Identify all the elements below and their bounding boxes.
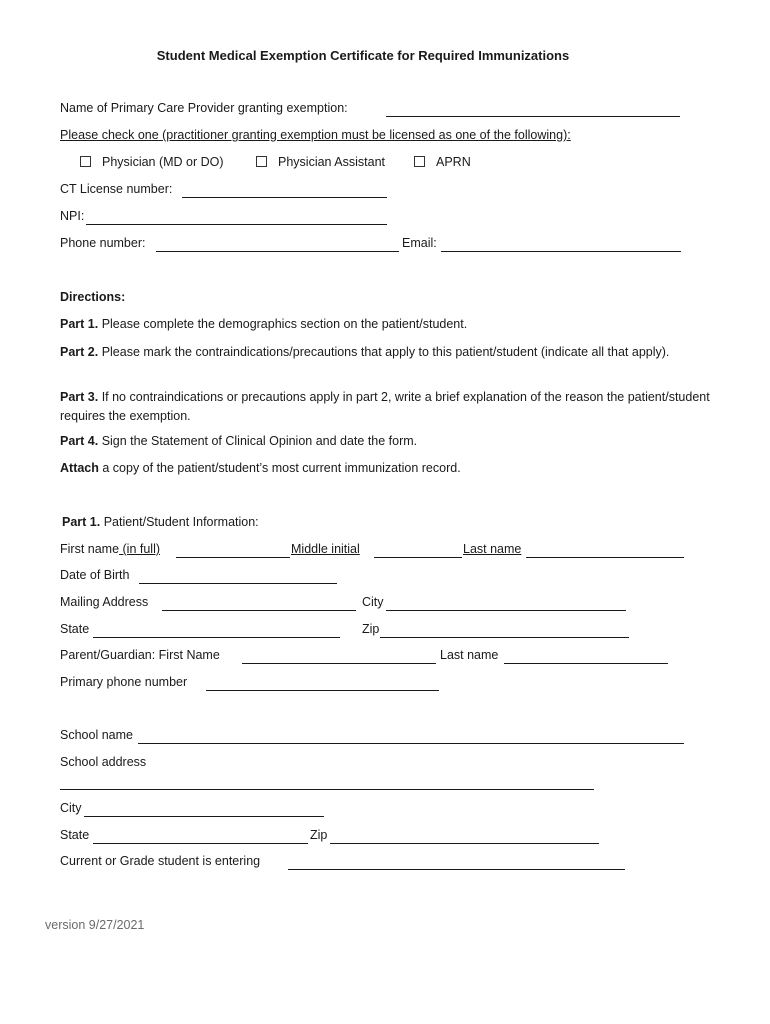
direction-attach-text: a copy of the patient/student’s most current immunization record.	[98, 461, 461, 475]
physician-assistant-checkbox[interactable]	[256, 156, 267, 167]
aprn-label: APRN	[436, 155, 471, 169]
phone-field[interactable]	[156, 251, 399, 252]
direction-part1-text: Please complete the demographics section on the patient/student.	[98, 317, 468, 331]
form-title: Student Medical Exemption Certificate for Required Immunizations	[156, 48, 570, 63]
grade-label: Current or Grade student is entering	[60, 854, 261, 868]
school-state-label: State	[60, 828, 90, 842]
primary-phone-field[interactable]	[206, 690, 439, 691]
first-name-text: First name	[60, 542, 120, 556]
state-label: State	[60, 622, 90, 636]
option-aprn[interactable]	[414, 155, 471, 169]
provider-name-field[interactable]	[386, 116, 680, 117]
direction-part3-lead: Part 3.	[60, 390, 99, 404]
guardian-last-label: Last name	[440, 648, 499, 662]
direction-part1	[60, 317, 467, 331]
guardian-first-label: Parent/Guardian: First Name	[60, 648, 220, 662]
school-city-field[interactable]	[84, 816, 324, 817]
school-state-field[interactable]	[93, 843, 308, 844]
physician-checkbox[interactable]	[80, 156, 91, 167]
first-name-field[interactable]	[176, 557, 290, 558]
part1-heading-text: Patient/Student Information:	[100, 515, 259, 529]
part1-heading-lead: Part 1.	[62, 515, 101, 529]
license-field[interactable]	[182, 197, 387, 198]
option-physician-assistant[interactable]	[256, 155, 385, 169]
part1-heading	[62, 515, 259, 529]
phone-label: Phone number:	[60, 236, 146, 250]
physician-assistant-label: Physician Assistant	[278, 155, 385, 169]
state-field[interactable]	[93, 637, 340, 638]
email-field[interactable]	[441, 251, 681, 252]
city-field[interactable]	[386, 610, 626, 611]
email-label: Email:	[402, 236, 437, 250]
school-name-field[interactable]	[138, 743, 684, 744]
last-name-label: Last name	[463, 542, 522, 556]
guardian-first-field[interactable]	[242, 663, 436, 664]
direction-part3-text: If no contraindications or precautions apply in part 2, write a brief explanation of the reason the patient/student requires the exemption.	[60, 390, 710, 423]
direction-part1-lead: Part 1.	[60, 317, 99, 331]
direction-part4-lead: Part 4.	[60, 434, 99, 448]
middle-initial-label: Middle initial	[291, 542, 360, 556]
middle-initial-field[interactable]	[374, 557, 462, 558]
zip-label: Zip	[362, 622, 380, 636]
license-label: CT License number:	[60, 182, 173, 196]
directions-heading: Directions:	[60, 290, 126, 304]
guardian-last-field[interactable]	[504, 663, 668, 664]
mailing-address-field[interactable]	[162, 610, 356, 611]
check-instruction: Please check one (practitioner granting exemption must be licensed as one of the following):	[60, 128, 571, 142]
grade-field[interactable]	[288, 869, 625, 870]
direction-part4	[60, 434, 417, 448]
direction-part2	[60, 343, 708, 361]
first-name-label	[60, 542, 160, 556]
direction-part3	[60, 388, 710, 426]
version-text: version 9/27/2021	[45, 918, 145, 932]
mailing-address-label: Mailing Address	[60, 595, 149, 609]
direction-attach	[60, 461, 461, 475]
dob-label: Date of Birth	[60, 568, 130, 582]
option-physician[interactable]	[80, 155, 224, 169]
school-zip-field[interactable]	[330, 843, 599, 844]
dob-field[interactable]	[139, 583, 337, 584]
school-name-label: School name	[60, 728, 133, 742]
npi-field[interactable]	[86, 224, 387, 225]
direction-part2-text: Please mark the contraindications/precautions that apply to this patient/student (indicate all that apply).	[98, 345, 670, 359]
city-label: City	[362, 595, 384, 609]
zip-field[interactable]	[380, 637, 629, 638]
school-zip-label: Zip	[310, 828, 328, 842]
school-address-field[interactable]	[60, 789, 594, 790]
in-full-text: (in full)	[119, 542, 161, 556]
school-address-label: School address	[60, 755, 147, 769]
school-city-label: City	[60, 801, 82, 815]
direction-attach-lead: Attach	[60, 461, 99, 475]
direction-part2-lead: Part 2.	[60, 345, 99, 359]
npi-label: NPI:	[60, 209, 85, 223]
provider-name-label: Name of Primary Care Provider granting exemption:	[60, 101, 348, 115]
physician-label: Physician (MD or DO)	[102, 155, 224, 169]
direction-part4-text: Sign the Statement of Clinical Opinion and date the form.	[98, 434, 418, 448]
aprn-checkbox[interactable]	[414, 156, 425, 167]
last-name-field[interactable]	[526, 557, 684, 558]
primary-phone-label: Primary phone number	[60, 675, 188, 689]
